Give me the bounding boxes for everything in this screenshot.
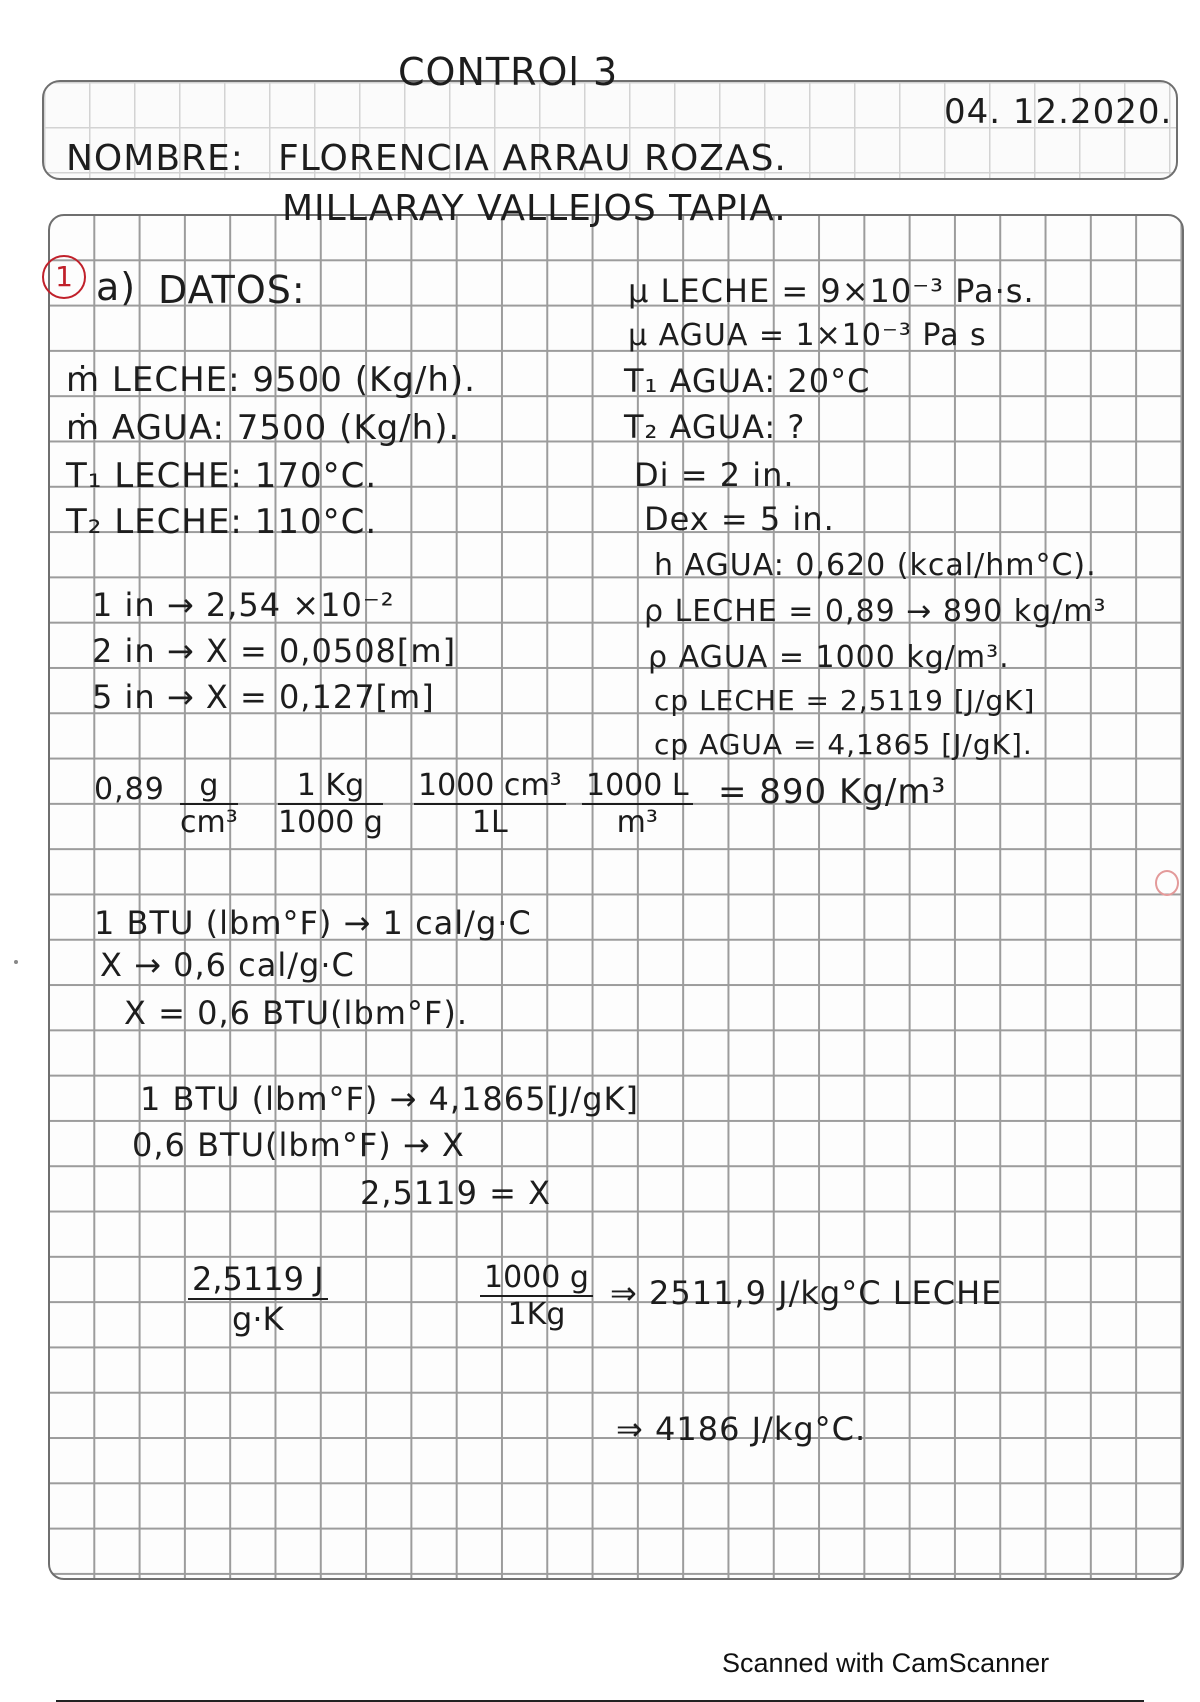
btu-line: 2,5119 = X — [360, 1174, 552, 1212]
cp-water-result: ⇒ 4186 J/kg°C. — [616, 1410, 867, 1448]
conversion-line: 1 in → 2,54 ×10⁻² — [92, 586, 395, 624]
problem-part: a) — [96, 265, 137, 309]
data-line: T₂ LECHE: 110°C. — [66, 502, 378, 542]
data-line: T₁ LECHE: 170°C. — [66, 456, 378, 496]
fraction: $\frac{2,5119 J}{g\cdot K}$ — [188, 1260, 328, 1338]
data-line: ṁ AGUA: 7500 (Kg/h). — [66, 408, 461, 448]
student-name-2: MILLARAY VALLEJOS TAPIA. — [282, 188, 787, 229]
scan-speck — [14, 960, 18, 964]
data-line: h AGUA: 0,620 (kcal/hm°C). — [654, 548, 1097, 583]
date: 04. 12.2020. — [944, 92, 1173, 132]
red-ink-mark — [1155, 870, 1179, 896]
cp-milk-result: ⇒ 2511,9 J/kg°C LECHE — [610, 1274, 1003, 1312]
scanner-watermark: Scanned with CamScanner — [722, 1648, 1050, 1678]
data-line: ρ LECHE = 0,89 → 890 kg/m³ — [644, 594, 1107, 629]
btu-line: X → 0,6 cal/g·C — [100, 946, 355, 984]
fraction: $\frac{g}{\text{cm³}}$ — [180, 768, 238, 840]
conversion-line: 5 in → X = 0,127[m] — [92, 678, 435, 716]
data-heading: DATOS: — [158, 268, 306, 312]
fraction: $\frac{1 Kg}{1000 g}$ — [278, 768, 383, 840]
density-result: = 890 Kg/m³ — [718, 772, 947, 812]
btu-line: 1 BTU (lbm°F) → 4,1865[J/gK] — [140, 1080, 639, 1118]
btu-line: 0,6 BTU(lbm°F) → X — [132, 1126, 465, 1164]
fraction: $\frac{1000 g}{1Kg}$ — [480, 1260, 593, 1332]
data-line: Di = 2 in. — [634, 456, 795, 494]
student-name-1: FLORENCIA ARRAU ROZAS. — [278, 138, 787, 179]
fraction: $\frac{\text{1000 cm³}}{1L}$ — [414, 768, 566, 840]
btu-line: X = 0,6 BTU(lbm°F). — [124, 994, 468, 1032]
data-line: cp AGUA = 4,1865 [J/gK]. — [654, 728, 1033, 761]
conversion-line: 2 in → X = 0,0508[m] — [92, 632, 457, 670]
name-label: NOMBRE: — [66, 138, 244, 179]
data-line: T₂ AGUA: ? — [624, 408, 806, 446]
data-line: cp LECHE = 2,5119 [J/gK] — [654, 684, 1036, 717]
data-line: ρ AGUA = 1000 kg/m³. — [648, 640, 1010, 675]
btu-line: 1 BTU (lbm°F) → 1 cal/g·C — [94, 904, 532, 942]
data-line: T₁ AGUA: 20°C — [624, 362, 871, 400]
data-line: ṁ LECHE: 9500 (Kg/h). — [66, 360, 476, 400]
data-line: Dex = 5 in. — [644, 500, 835, 538]
page-title: CONTROl 3 — [398, 50, 619, 94]
data-line: μ AGUA = 1×10⁻³ Pa s — [628, 318, 987, 353]
density-value: 0,89 — [94, 772, 165, 807]
problem-number: 1 — [42, 255, 86, 299]
data-line: μ LECHE = 9×10⁻³ Pa·s. — [628, 272, 1035, 310]
fraction: $\frac{1000 L}{\text{m³}}$ — [582, 768, 693, 840]
